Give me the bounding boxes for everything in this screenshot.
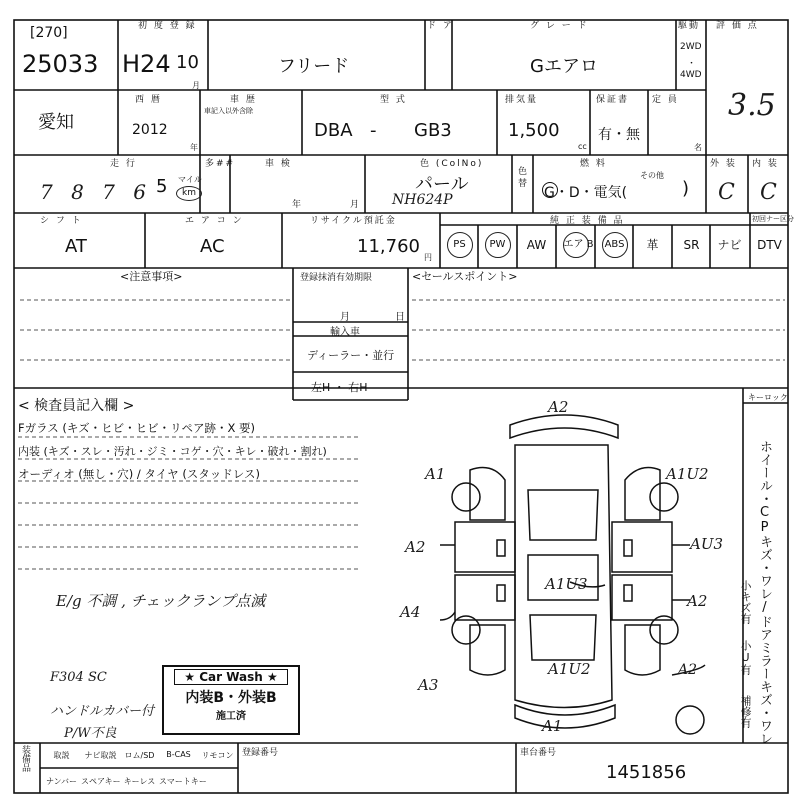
footer-item: リモコン — [201, 751, 234, 760]
equip-label: ABS — [602, 232, 628, 258]
equip-label: ナビ — [717, 238, 742, 252]
inspector-line1: Fガラス (キズ・ヒビ・ヒビ・リペア跡・X 要) — [18, 421, 255, 435]
capacity-unit: 名 — [694, 143, 702, 152]
footer-item: スマートキー — [159, 777, 207, 786]
label-mileage: 走 行 — [110, 159, 137, 169]
import-type: ディーラー・並行 — [307, 349, 395, 362]
label-reg-no: 登録番号 — [242, 748, 279, 758]
warranty: 有・無 — [598, 127, 640, 143]
year-unit: 年 — [190, 143, 198, 152]
label-first-reg: 初 度 登 録 — [138, 21, 197, 31]
equip-label: DTV — [757, 238, 782, 252]
footer-item: スペアキー — [81, 777, 121, 786]
drive-dot: ・ — [687, 59, 697, 69]
label-drive: 駆動 — [678, 21, 701, 31]
footer-item: B-CAS — [166, 750, 191, 759]
mark-left-rear: A4 — [400, 603, 421, 621]
side-vertical-main: ホイール・CPキズ・ワレ/ドアミラーキズ・ワレ — [757, 440, 772, 745]
label-displacement: 排気量 — [505, 95, 539, 105]
shift: AT — [65, 236, 87, 257]
mark-right-door-front: AU3 — [690, 535, 724, 553]
handwritten-pw: P/W不良 — [64, 726, 117, 741]
insp-year: 年 — [292, 200, 302, 210]
label-capacity: 定 員 — [652, 95, 679, 105]
label-warranty: 保証書 — [596, 95, 630, 105]
equip-label: AW — [526, 238, 547, 252]
car-name: フリード — [278, 56, 350, 77]
mark-bottom: A1 — [542, 717, 563, 735]
footer-side-label: 装備品 — [20, 745, 30, 772]
label-door: ド ア — [427, 21, 454, 31]
label-fuel: 燃 料 — [580, 159, 607, 169]
equip-label: PS — [447, 232, 473, 258]
carwash-title: ★ Car Wash ★ — [174, 669, 288, 685]
grade: Gエアロ — [530, 56, 598, 77]
equip-item — [751, 232, 788, 258]
reg-year-era: H24 — [122, 50, 171, 78]
label-caution: <注意事項> — [120, 270, 183, 283]
mark-front-left: A1 — [425, 465, 446, 483]
reg-month: 10 — [176, 52, 199, 73]
handwritten-handle-cover: ハンドルカバー付 — [50, 704, 155, 719]
label-exterior: 外 装 — [710, 159, 737, 169]
mark-left-door-front: A2 — [405, 538, 426, 556]
model-code: GB3 — [414, 120, 452, 141]
footer-item: 取説 — [53, 751, 70, 760]
shaken-note: 車記入以外含除 — [204, 107, 253, 115]
fuel-options: G・D・電気( — [544, 185, 628, 201]
handle-side: 左H ・ 右H — [311, 381, 368, 394]
inspector-line3: オーディオ (無し・穴) / タイヤ (スタッドレス) — [18, 467, 260, 481]
score-value: 3.5 — [728, 88, 776, 123]
mileage-last: 5 — [156, 176, 168, 197]
insp-month: 月 — [350, 200, 360, 210]
equip-label: SR — [683, 238, 700, 252]
inspector-title: < 検査員記入欄 > — [18, 398, 135, 414]
mark-top: A2 — [548, 398, 569, 416]
equip-item — [673, 232, 710, 258]
model-dash: - — [370, 120, 377, 141]
label-model: 型 式 — [380, 95, 407, 105]
label-sales-point: <セールスポイント> — [412, 270, 518, 283]
expiry-month: 月 — [340, 312, 350, 323]
mark-rear-left: A3 — [418, 676, 439, 694]
handwritten-code: F304 SC — [50, 670, 107, 685]
label-color: 色 (ColNo) — [420, 159, 484, 169]
displacement: 1,500 — [508, 120, 560, 141]
color-change-label: 色 替 — [518, 167, 528, 189]
footer-item: ナンバー — [45, 777, 78, 786]
model-prefix: DBA — [314, 120, 353, 141]
lot-number: 25033 — [22, 50, 99, 78]
label-reg-expiry: 登録抹消有効期限 — [300, 273, 373, 283]
ac: AC — [200, 236, 225, 257]
carwash-done: 施工済 — [216, 711, 246, 722]
equip-label: 革 — [646, 238, 659, 252]
label-import: 輸入車 — [330, 327, 360, 338]
fuel-close: ) — [682, 178, 690, 199]
equip-item — [518, 232, 555, 258]
label-shaken: 車 歴 — [230, 95, 257, 105]
equip-item — [441, 232, 478, 258]
color-code: NH624P — [392, 192, 453, 208]
expiry-day: 日 — [395, 312, 405, 323]
carwash-grades: 内装B・外装B — [185, 690, 277, 706]
color-name: パール — [415, 174, 469, 195]
unit-km: km — [176, 186, 202, 201]
side-repair: 補修有 — [739, 695, 752, 728]
label-ac: エ ア コ ン — [185, 216, 244, 226]
reg-month-unit: 月 — [192, 81, 200, 90]
label-interior: 内 装 — [752, 159, 779, 169]
label-score: 評 価 点 — [716, 21, 759, 31]
drive-2wd: 2WD — [680, 42, 702, 52]
drive-4wd: 4WD — [680, 70, 702, 80]
side-small-scratch: 小キズ有 — [739, 580, 752, 624]
label-history: 初回ナー区分 — [752, 215, 794, 223]
recycle-fee: 11,760 — [357, 236, 420, 257]
year-western: 2012 — [132, 122, 168, 138]
label-chassis: 車台番号 — [520, 748, 557, 758]
equip-label: エア B — [563, 232, 589, 258]
location: 愛知 — [38, 112, 74, 133]
mark-front-right: A1U2 — [666, 465, 709, 483]
label-shift: シ フ ト — [40, 216, 83, 226]
label-recycle: リサイクル預託金 — [310, 216, 397, 226]
interior-grade: C — [760, 180, 777, 205]
equip-item — [634, 232, 671, 258]
equip-item — [479, 232, 516, 258]
equip-item — [596, 232, 633, 258]
displacement-unit: cc — [578, 142, 587, 151]
equip-item — [557, 232, 594, 258]
lot-bracket: [270] — [30, 25, 68, 41]
carwash-stamp — [162, 665, 300, 735]
recycle-unit: 円 — [424, 253, 432, 262]
footer-item: ロム/SD — [124, 751, 155, 760]
equip-item — [711, 232, 748, 258]
inspector-line2: 内装 (キズ・スレ・汚れ・ジミ・コゲ・穴・キレ・破れ・割れ) — [18, 445, 327, 458]
mark-rear-right: A2 — [678, 662, 698, 678]
chassis-number: 1451856 — [606, 762, 687, 783]
footer-item: キーレス — [123, 777, 156, 786]
fuel-other: その他 — [640, 171, 664, 180]
handwritten-engine: E/g 不調 , チェックランプ点滅 — [56, 592, 266, 610]
label-inspection: 車 検 — [265, 159, 292, 169]
mileage-digits: 7 8 7 6 — [40, 180, 152, 204]
label-equipment: 純 正 装 備 品 — [550, 216, 625, 226]
footer-item: ナビ取説 — [84, 751, 117, 760]
label-kilo: 多## — [205, 159, 236, 169]
label-seiki: 西 暦 — [135, 95, 162, 105]
mark-right-rear: A2 — [687, 592, 708, 610]
label-grade: グ レ ー ド — [530, 21, 589, 31]
equip-label: PW — [485, 232, 511, 258]
mark-roof: A1U3 — [545, 575, 588, 593]
side-small-dent: 小U有 — [739, 640, 752, 675]
mark-rear-center: A1U2 — [548, 660, 591, 678]
unit-mile: マイル — [178, 175, 202, 184]
keyless-label: キーロック — [748, 393, 788, 402]
exterior-grade: C — [718, 180, 735, 205]
